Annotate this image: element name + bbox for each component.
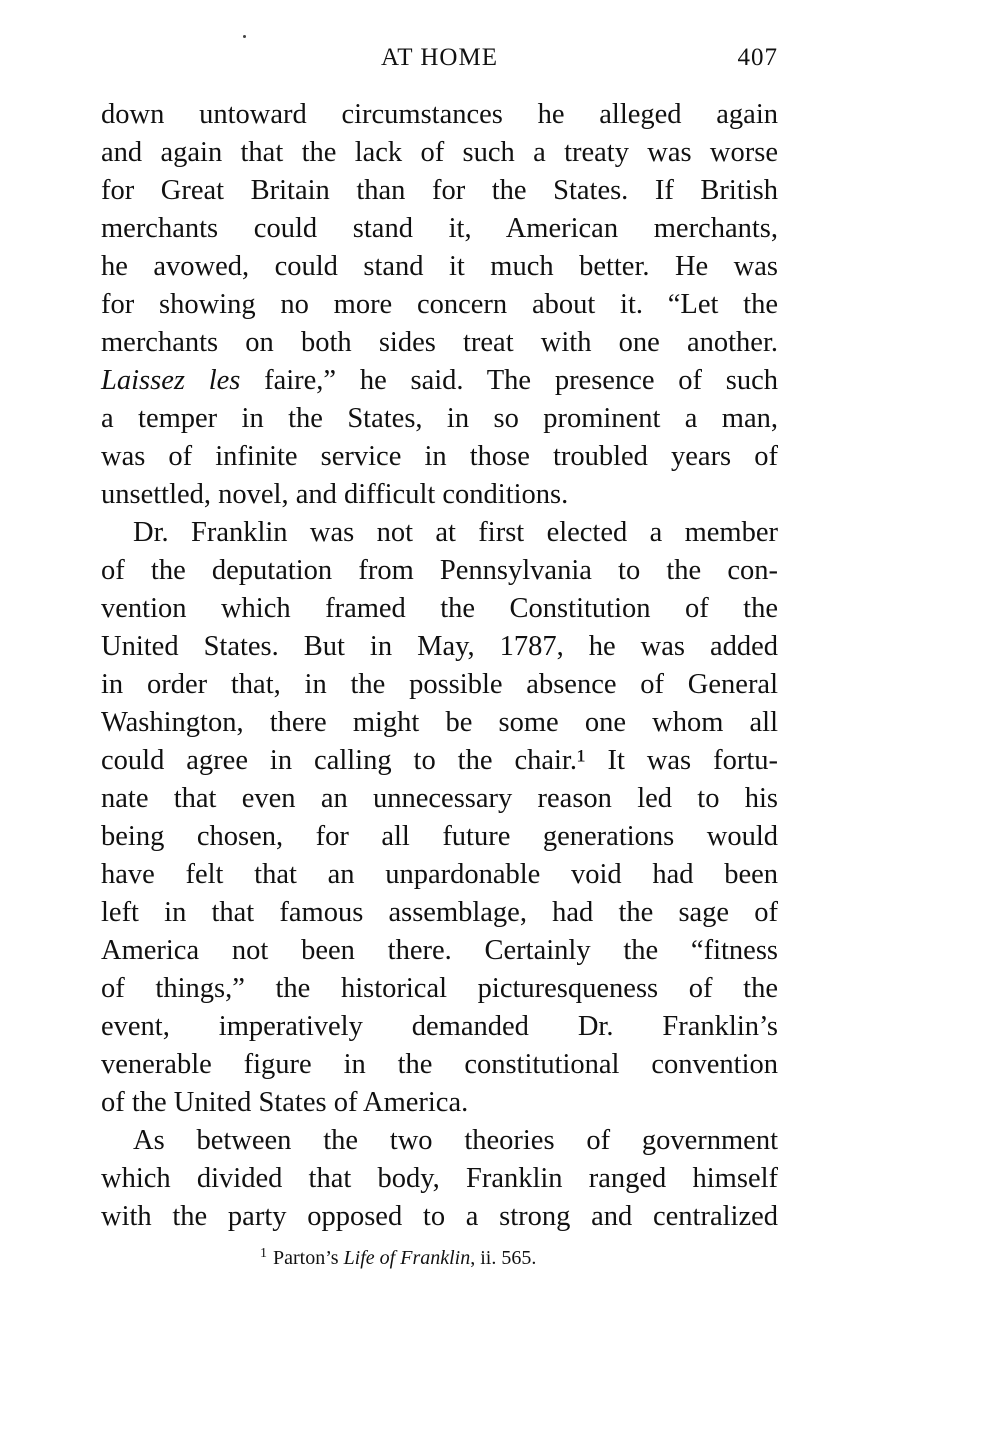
text-line: being chosen, for all future generations would [101,821,778,852]
text-line: venerable figure in the constitutional convention [101,1049,778,1080]
running-header [101,44,778,80]
text-line: a temper in the States, in so prominent a man, [101,403,778,434]
footnote-marker: 1 [260,1246,267,1261]
footnote-text: Parton’s Life of Franklin, ii. 565. [273,1247,537,1269]
text-line: left in that famous assemblage, had the sage of [101,897,778,928]
text-line: which divided that body, Franklin ranged himself [101,1163,778,1194]
text-line: down untoward circumstances he alleged again [101,99,778,130]
body-text [101,96,778,1236]
page-number: 407 [737,44,778,71]
text-line: nate that even an unnecessary reason led to his [101,783,778,814]
text-line: have felt that an unpardonable void had been [101,859,778,890]
text-line: United States. But in May, 1787, he was added [101,631,778,662]
text-line: event, imperatively demanded Dr. Franklin’s [101,1011,778,1042]
text-line: for showing no more concern about it. “Let the [101,289,778,320]
text-line: with the party opposed to a strong and centralized [101,1201,778,1232]
text-line: in order that, in the possible absence of General [101,669,778,700]
paragraph-start-line: Dr. Franklin was not at first elected a member [133,517,778,548]
text-line: and again that the lack of such a treaty was worse [101,137,778,168]
text-line: merchants could stand it, American merchants, [101,213,778,244]
text-line: unsettled, novel, and difficult conditions. [101,479,569,510]
text-line: he avowed, could stand it much better. He was [101,251,778,282]
running-title: AT HOME [381,44,498,71]
text-line: of the United States of America. [101,1087,469,1118]
text-line-with-footnote-ref: could agree in calling to the chair.¹ It was fortu- [101,745,778,776]
text-line: merchants on both sides treat with one another. [101,327,778,358]
text-line: of things,” the historical picturesqueness of the [101,973,778,1004]
text-line: for Great Britain than for the States. If British [101,175,778,206]
text-line: America not been there. Certainly the “fitness [101,935,778,966]
print-speck [243,35,246,38]
footnote [260,1244,680,1275]
text-line: Washington, there might be some one whom all [101,707,778,738]
paragraph-start-line: As between the two theories of government [133,1125,778,1156]
text-line-italic-start: Laissez les faire,” he said. The presence of such [101,365,778,396]
text-line: was of infinite service in those troubled years of [101,441,778,472]
text-line: of the deputation from Pennsylvania to the con- [101,555,778,586]
text-line: vention which framed the Constitution of the [101,593,778,624]
